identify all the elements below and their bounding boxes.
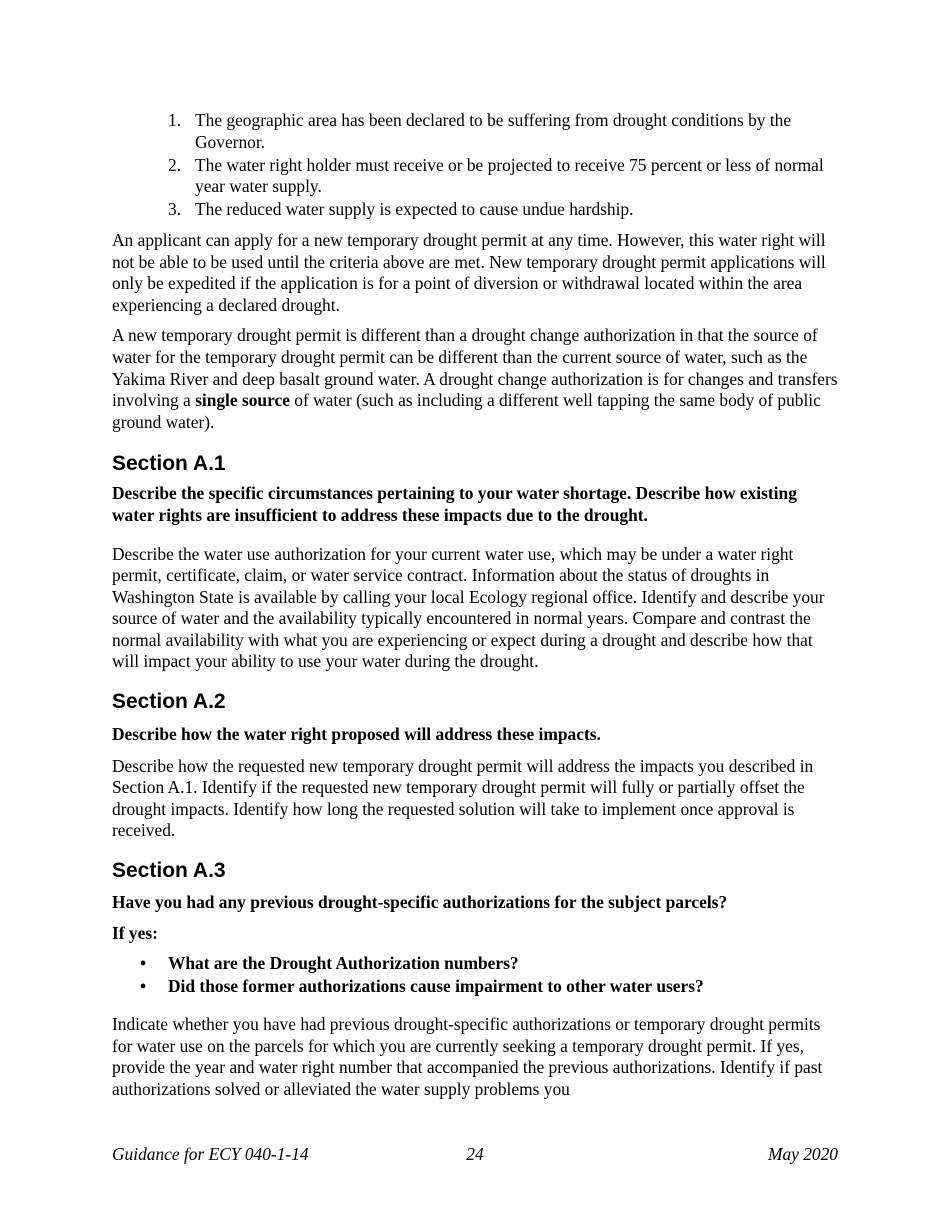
list-item: • Did those former authorizations cause impairment to other water users? bbox=[140, 976, 704, 997]
emphasis-text: single source bbox=[195, 390, 290, 411]
section-a3-body: Indicate whether you have had previous drought-specific authorizations or temporary drought permits for water use on the parcels for which you are currently seeking a temporary drought permit. If yes, provide the year and water right number that accompanied the previous authorizations. Identify if past authorizations solved or alleviated the water supply problems you bbox=[112, 1013, 823, 1099]
section-a3-if-yes: If yes: bbox=[112, 922, 158, 943]
section-a1-question: Describe the specific circumstances pertaining to your water shortage. Describe how existing water rights are insufficient to address these impacts due to the drought. bbox=[112, 483, 797, 525]
list-item: 1. The geographic area has been declared to be suffering from drought conditions by the Governor. bbox=[168, 110, 792, 152]
document-page bbox=[112, 110, 840, 1100]
section-a3-question: Have you had any previous drought-specific authorizations for the subject parcels? bbox=[112, 892, 728, 913]
section-a1-heading: Section A.1 bbox=[112, 452, 226, 476]
bullet-icon: • bbox=[140, 976, 147, 997]
section-a3-bullets bbox=[112, 953, 840, 998]
footer-date: May 2020 bbox=[767, 1144, 838, 1164]
section-a2-heading: Section A.2 bbox=[112, 690, 226, 714]
footer-document-title: Guidance for ECY 040-1-14 bbox=[112, 1144, 309, 1164]
section-a2-question: Describe how the water right proposed will address these impacts. bbox=[112, 724, 601, 745]
bullet-icon: • bbox=[140, 953, 147, 974]
list-item: • What are the Drought Authorization numbers? bbox=[140, 953, 519, 974]
section-a2-body: Describe how the requested new temporary drought permit will address the impacts you described in Section A.1. Identify if the requested new temporary drought permit will fully or partially offset the drought impacts. Identify how long the requested solution will take to implement once approval is received. bbox=[112, 755, 814, 841]
intro-paragraph-2: A new temporary drought permit is different than a drought change authorization in that the source of water for the temporary drought permit can be different than the current source of water, such as the Yakima River and deep basalt ground water. A drought change authorization is for changes and transfers involving a single source of water (such as including a different well tapping the same body of public ground water). bbox=[112, 325, 838, 432]
criteria-list bbox=[112, 110, 840, 221]
list-item: 2. The water right holder must receive or be projected to receive 75 percent or less of normal year water supply. bbox=[168, 154, 824, 197]
list-item: 3. The reduced water supply is expected to cause undue hardship. bbox=[168, 199, 634, 220]
footer-page-number: 24 bbox=[466, 1144, 484, 1164]
section-a3-heading: Section A.3 bbox=[112, 859, 226, 883]
section-a1-body: Describe the water use authorization for your current water use, which may be under a water right permit, certificate, claim, or water service contract. Information about the status of droughts in Washington State is available by calling your local Ecology regional office. Identify and describe your source of water and the availability typically encountered in normal years. Compare and contrast the normal availability with what you are experiencing or expect during a drought and describe how that will impact your ability to use your water during the drought. bbox=[112, 543, 825, 672]
intro-paragraph-1: An applicant can apply for a new temporary drought permit at any time. However, this water right will not be able to be used until the criteria above are met. New temporary drought permit applications will only be expedited if the application is for a point of diversion or withdrawal located within the area experiencing a declared drought. bbox=[112, 229, 826, 315]
